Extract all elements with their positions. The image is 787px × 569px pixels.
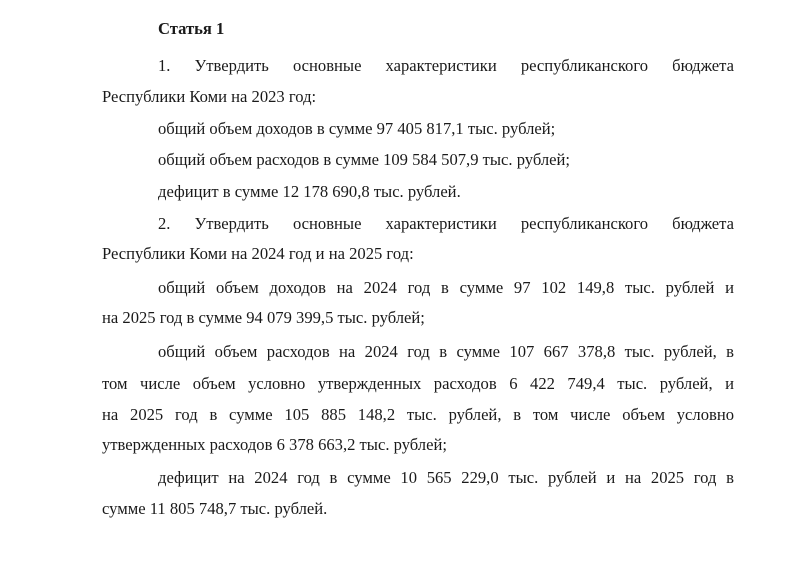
p2-deficit-line-1: дефицит на 2024 год в сумме 10 565 229,0 тыс. рублей и на 2025 год в <box>158 468 734 487</box>
p1-line-2: Республики Коми на 2023 год: <box>102 87 317 106</box>
p1-expenses: общий объем расходов в сумме 109 584 507,9 тыс. рублей; <box>158 150 571 169</box>
p2-line-1: 2. Утвердить основные характеристики республиканского бюджета <box>158 214 734 233</box>
p1-deficit: дефицит в сумме 12 178 690,8 тыс. рублей. <box>158 182 461 201</box>
p2-deficit-line-2: сумме 11 805 748,7 тыс. рублей. <box>102 499 328 518</box>
p2-expenses-line-2: том числе объем условно утвержденных расходов 6 422 749,4 тыс. рублей, и <box>102 374 734 393</box>
p2-expenses-line-3: на 2025 год в сумме 105 885 148,2 тыс. рублей, в том числе объем условно <box>102 405 734 424</box>
p1-line-1: 1. Утвердить основные характеристики республиканского бюджета <box>158 56 734 75</box>
p2-income-line-1: общий объем доходов на 2024 год в сумме 97 102 149,8 тыс. рублей и <box>158 278 734 297</box>
article-title: Статья 1 <box>158 19 225 38</box>
p2-expenses-line-1: общий объем расходов на 2024 год в сумме 107 667 378,8 тыс. рублей, в <box>158 342 734 361</box>
p1-income: общий объем доходов в сумме 97 405 817,1 тыс. рублей; <box>158 119 556 138</box>
p2-income-line-2: на 2025 год в сумме 94 079 399,5 тыс. рублей; <box>102 308 425 327</box>
p2-line-2: Республики Коми на 2024 год и на 2025 год: <box>102 244 414 263</box>
p2-expenses-line-4: утвержденных расходов 6 378 663,2 тыс. рублей; <box>102 435 447 454</box>
